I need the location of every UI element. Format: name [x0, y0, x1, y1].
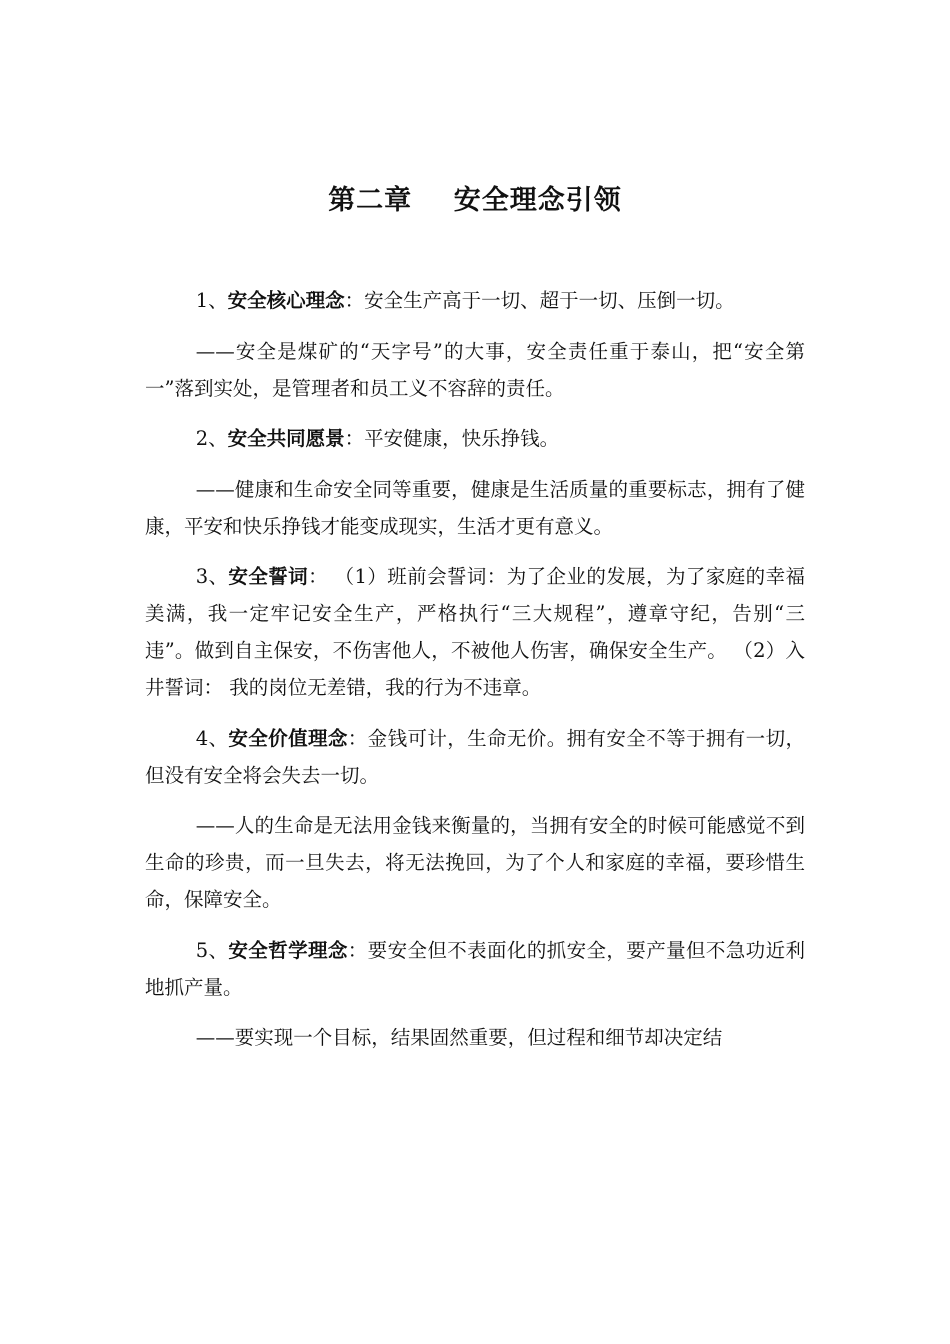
section-3-text: （1）班前会誓词：为了企业的发展，为了家庭的幸福美满，我一定牢记安全生产，严格执行“三大规程”，遵章守纪，告别“三违”。做到自主保安，不伤害他人，不被他人伤害，确保安全生产。 （2）入井誓词： 我的岗位无差错，我的行为不违章。	[145, 565, 805, 699]
section-1-note: ——安全是煤矿的“天字号”的大事，安全责任重于泰山，把“安全第一”落到实处，是管理者和员工义不容辞的责任。	[145, 339, 805, 400]
section-3-separator: ：	[308, 565, 328, 588]
section-2-text: 平安健康，快乐挣钱。	[364, 427, 560, 450]
section-4-number: 4、	[195, 726, 229, 750]
chapter-title: 第二章 安全理念引领	[328, 185, 622, 216]
section-1	[145, 282, 805, 319]
section-2-number: 2、	[195, 427, 228, 450]
section-3	[145, 558, 805, 706]
section-4-separator: ：	[347, 726, 368, 750]
section-3-number: 3、	[195, 565, 229, 588]
document-body	[145, 282, 805, 1070]
section-2-separator: ：	[344, 427, 365, 450]
section-2-heading: 安全共同愿景	[227, 427, 345, 450]
section-3-heading: 安全誓词	[228, 565, 309, 588]
section-5-separator: ：	[347, 938, 368, 962]
section-4-note: ——人的生命是无法用金钱来衡量的，当拥有安全的时候可能感觉不到生命的珍贵，而一旦失去，将无法挽回，为了个人和家庭的幸福，要珍惜生命，保障安全。	[145, 814, 805, 911]
section-5-note: ——要实现一个目标，结果固然重要，但过程和细节却决定结	[195, 1026, 723, 1049]
section-5-text: 要安全但不表面化的抓安全，要产量但不急功近利地抓产量。	[145, 938, 805, 999]
section-5	[145, 932, 805, 1006]
section-4	[145, 720, 805, 794]
section-1-separator: ：	[344, 289, 365, 312]
section-2-note: ——健康和生命安全同等重要，健康是生活质量的重要标志，拥有了健康，平安和快乐挣钱才能变成现实，生活才更有意义。	[145, 477, 805, 538]
section-5-number: 5、	[195, 938, 229, 962]
section-4-heading: 安全价值理念	[228, 726, 348, 750]
section-2	[145, 420, 805, 457]
section-1-number: 1、	[195, 289, 228, 312]
section-4-text: 金钱可计，生命无价。拥有安全不等于拥有一切，但没有安全将会失去一切。	[145, 726, 805, 787]
section-1-text: 安全生产高于一切、超于一切、压倒一切。	[364, 289, 735, 312]
section-1-heading: 安全核心理念	[227, 289, 345, 312]
section-5-heading: 安全哲学理念	[228, 938, 348, 962]
